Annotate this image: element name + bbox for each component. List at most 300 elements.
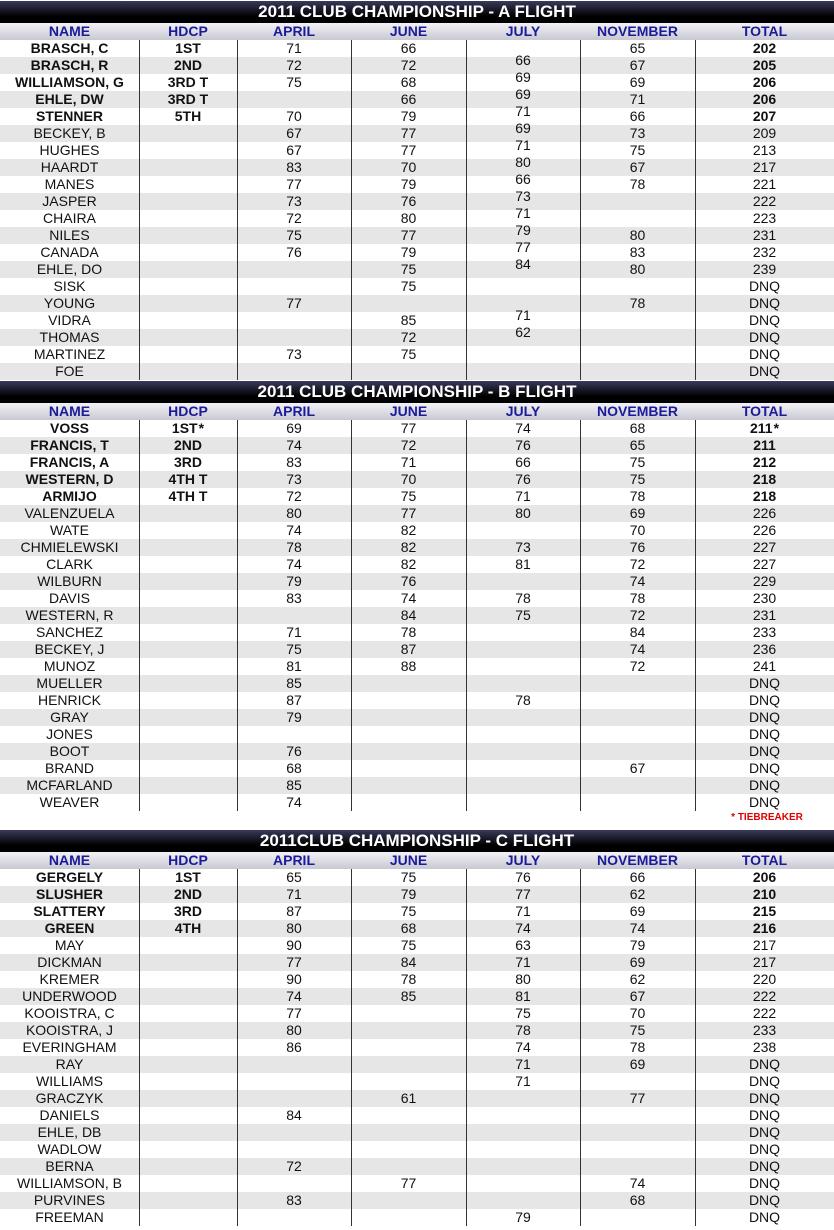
- column-header-june: JUNE: [389, 852, 428, 868]
- cell-november: 66: [629, 869, 646, 885]
- cell-june: [351, 1107, 466, 1124]
- cell-hdcp: 2ND: [173, 886, 202, 902]
- column-divider: [466, 869, 467, 1226]
- column-divider: [695, 869, 696, 1226]
- cell-july: [466, 726, 580, 743]
- cell-november: 75: [629, 1022, 646, 1038]
- column-divider: [466, 420, 467, 811]
- column-divider: [139, 420, 140, 811]
- cell-november: 78: [629, 295, 646, 311]
- cell-hdcp: [139, 641, 237, 658]
- cell-november: 80: [629, 227, 646, 243]
- cell-hdcp: 1ST: [175, 40, 201, 56]
- table-row: [0, 437, 834, 454]
- cell-july: 75: [515, 1005, 531, 1021]
- cell-november: [580, 692, 695, 709]
- table-row: [0, 607, 834, 624]
- cell-name: STENNER: [36, 108, 103, 124]
- cell-total: 233: [752, 1022, 777, 1038]
- cell-june: [351, 760, 466, 777]
- cell-hdcp: [139, 675, 237, 692]
- cell-name: EHLE, DB: [37, 1124, 102, 1140]
- table-row: [0, 1107, 834, 1124]
- cell-total: DNQ: [748, 1158, 781, 1174]
- cell-hdcp: [139, 210, 237, 227]
- cell-name: KOOISTRA, C: [24, 1005, 115, 1021]
- table-row: [0, 1192, 834, 1209]
- column-header-june: JUNE: [389, 403, 428, 419]
- table-row: [0, 244, 834, 261]
- cell-april: 71: [286, 40, 302, 56]
- column-header-april: APRIL: [273, 23, 315, 39]
- cell-june: [351, 1039, 466, 1056]
- cell-november: 83: [629, 244, 646, 260]
- column-header-july: JULY: [505, 403, 541, 419]
- cell-april: [237, 278, 351, 295]
- cell-november: 70: [629, 1005, 646, 1021]
- cell-june: 79: [400, 886, 417, 902]
- cell-june: [351, 1124, 466, 1141]
- cell-june: 84: [400, 607, 417, 623]
- cell-april: 74: [286, 794, 302, 810]
- cell-hdcp: [139, 777, 237, 794]
- july-score: [466, 290, 580, 307]
- cell-july: 80: [515, 971, 531, 987]
- cell-name: WATE: [50, 522, 89, 538]
- cell-april: 73: [286, 346, 302, 362]
- table-row: [0, 1124, 834, 1141]
- column-divider: [351, 420, 352, 811]
- july-score: 77: [515, 239, 531, 255]
- cell-november: 79: [629, 937, 646, 953]
- cell-name: BRAND: [44, 760, 94, 776]
- cell-april: 76: [286, 743, 302, 759]
- cell-june: [351, 1141, 466, 1158]
- cell-july: [466, 1175, 580, 1192]
- cell-april: 77: [286, 1005, 302, 1021]
- cell-november: 66: [629, 108, 646, 124]
- cell-april: 73: [286, 193, 302, 209]
- cell-total: 217: [752, 937, 777, 953]
- cell-hdcp: [139, 363, 237, 380]
- table-row: [0, 794, 834, 811]
- table-row: [0, 777, 834, 794]
- cell-hdcp: [139, 624, 237, 641]
- cell-july: 71: [515, 903, 531, 919]
- cell-name: SANCHEZ: [36, 624, 103, 640]
- flight-title: 2011 CLUB CHAMPIONSHIP - A FLIGHT: [0, 1, 834, 23]
- table-row: [0, 573, 834, 590]
- cell-april: 72: [286, 1158, 302, 1174]
- table-row: [0, 726, 834, 743]
- cell-hdcp: [139, 1090, 237, 1107]
- cell-june: 76: [400, 573, 417, 589]
- cell-june: 79: [400, 108, 417, 124]
- cell-total: 233: [752, 624, 777, 640]
- cell-total: 213: [752, 142, 777, 158]
- cell-april: 79: [286, 709, 302, 725]
- cell-november: 68: [629, 420, 646, 436]
- cell-hdcp: [139, 658, 237, 675]
- cell-july: 74: [515, 920, 531, 936]
- cell-november: 67: [629, 57, 646, 73]
- table-row: [0, 971, 834, 988]
- cell-total: 226: [752, 522, 777, 538]
- table-row: [0, 312, 834, 329]
- cell-total: DNQ: [748, 743, 781, 759]
- cell-july: 76: [515, 437, 531, 453]
- cell-total: 206: [752, 869, 777, 885]
- cell-april: 67: [286, 125, 302, 141]
- cell-hdcp: [139, 556, 237, 573]
- cell-june: [351, 1158, 466, 1175]
- cell-july: 71: [515, 488, 531, 504]
- column-divider: [139, 869, 140, 1226]
- cell-april: 85: [286, 777, 302, 793]
- cell-november: 69: [629, 903, 646, 919]
- cell-hdcp: 4TH T: [168, 471, 208, 487]
- column-header-june: JUNE: [389, 23, 428, 39]
- cell-july: 80: [515, 505, 531, 521]
- column-divider: [237, 40, 238, 380]
- cell-june: [351, 794, 466, 811]
- cell-total: DNQ: [748, 1056, 781, 1072]
- cell-hdcp: [139, 312, 237, 329]
- cell-name: SISK: [53, 278, 86, 294]
- cell-total: 221: [752, 176, 777, 192]
- cell-hdcp: 1ST: [175, 869, 201, 885]
- table-row: [0, 176, 834, 193]
- cell-total: DNQ: [748, 1192, 781, 1208]
- cell-hdcp: [139, 709, 237, 726]
- cell-name: CLARK: [46, 556, 93, 572]
- cell-total: 229: [752, 573, 777, 589]
- cell-hdcp: 3RD T: [167, 91, 209, 107]
- cell-total: DNQ: [748, 675, 781, 691]
- cell-november: 69: [629, 954, 646, 970]
- cell-hdcp: [139, 1056, 237, 1073]
- july-score: 71: [515, 103, 531, 119]
- cell-name: MARTINEZ: [33, 346, 106, 362]
- cell-total: DNQ: [748, 312, 781, 328]
- cell-hdcp: 3RD: [173, 903, 202, 919]
- cell-june: 77: [400, 1175, 417, 1191]
- score-rows: [0, 420, 834, 811]
- cell-total: 227: [752, 556, 777, 572]
- cell-july: [466, 363, 580, 380]
- july-score: 84: [515, 256, 531, 272]
- cell-november: 67: [629, 988, 646, 1004]
- cell-june: 84: [400, 954, 417, 970]
- cell-name: MUELLER: [36, 675, 103, 691]
- cell-june: 76: [400, 193, 417, 209]
- cell-june: [351, 295, 466, 312]
- cell-november: [580, 1158, 695, 1175]
- cell-name: BECKEY, B: [33, 125, 106, 141]
- cell-total: 217: [752, 159, 777, 175]
- table-row: [0, 641, 834, 658]
- cell-name: MCFARLAND: [26, 777, 113, 793]
- cell-june: 79: [400, 176, 417, 192]
- table-row: [0, 675, 834, 692]
- cell-total: 226: [752, 505, 777, 521]
- cell-april: 86: [286, 1039, 302, 1055]
- cell-name: EVERINGHAM: [22, 1039, 117, 1055]
- cell-july: 74: [515, 420, 531, 436]
- cell-name: GERGELY: [35, 869, 104, 885]
- cell-name: THOMAS: [39, 329, 100, 345]
- cell-hdcp: [139, 1175, 237, 1192]
- column-divider: [139, 40, 140, 380]
- table-row: [0, 57, 834, 74]
- cell-november: [580, 726, 695, 743]
- cell-name: JASPER: [42, 193, 97, 209]
- cell-hdcp: [139, 176, 237, 193]
- cell-july: [466, 573, 580, 590]
- table-row: [0, 624, 834, 641]
- cell-hdcp: [139, 794, 237, 811]
- cell-july: [466, 1192, 580, 1209]
- column-divider: [237, 869, 238, 1226]
- cell-june: 78: [400, 624, 417, 640]
- column-divider: [580, 869, 581, 1226]
- cell-name: VALENZUELA: [24, 505, 115, 521]
- table-row: [0, 227, 834, 244]
- table-row: [0, 937, 834, 954]
- cell-hdcp: [139, 539, 237, 556]
- column-divider: [351, 869, 352, 1226]
- cell-name: HUGHES: [39, 142, 100, 158]
- cell-april: 87: [286, 903, 302, 919]
- cell-total: 222: [752, 193, 777, 209]
- cell-june: [351, 363, 466, 380]
- cell-july: 71: [515, 1073, 531, 1089]
- cell-july: 73: [515, 539, 531, 555]
- cell-june: [351, 777, 466, 794]
- cell-june: 77: [400, 505, 417, 521]
- cell-june: 77: [400, 142, 417, 158]
- cell-november: 75: [629, 454, 646, 470]
- cell-november: 70: [629, 522, 646, 538]
- table-row: [0, 1005, 834, 1022]
- cell-hdcp: [139, 278, 237, 295]
- cell-april: 72: [286, 57, 302, 73]
- cell-july: [466, 346, 580, 363]
- tiebreaker-asterisk: *: [198, 420, 205, 436]
- cell-name: FOE: [55, 363, 84, 379]
- cell-april: [237, 1124, 351, 1141]
- cell-june: 70: [400, 471, 417, 487]
- cell-total: DNQ: [748, 1073, 781, 1089]
- cell-april: 71: [286, 624, 302, 640]
- cell-april: [237, 1209, 351, 1226]
- column-divider: [351, 40, 352, 380]
- cell-april: [237, 1141, 351, 1158]
- cell-april: [237, 1073, 351, 1090]
- column-header-november: NOVEMBER: [597, 852, 678, 868]
- table-row: [0, 1141, 834, 1158]
- cell-hdcp: [139, 971, 237, 988]
- cell-june: [351, 743, 466, 760]
- table-row: [0, 125, 834, 142]
- cell-april: [237, 726, 351, 743]
- cell-november: 69: [629, 1056, 646, 1072]
- column-header-july: JULY: [505, 852, 541, 868]
- cell-november: [580, 329, 695, 346]
- table-row: [0, 954, 834, 971]
- cell-june: 71: [400, 454, 417, 470]
- cell-hdcp: 3RD: [173, 454, 202, 470]
- july-score: 66: [515, 52, 531, 68]
- cell-total: 227: [752, 539, 777, 555]
- cell-april: 65: [286, 869, 302, 885]
- column-header-total: TOTAL: [741, 403, 788, 419]
- column-header-name: NAME: [48, 23, 91, 39]
- cell-name: SLATTERY: [33, 903, 106, 919]
- cell-hdcp: [139, 1209, 237, 1226]
- cell-hdcp: [139, 346, 237, 363]
- table-row: [0, 1090, 834, 1107]
- cell-april: 83: [286, 454, 302, 470]
- cell-july: [466, 794, 580, 811]
- cell-june: 74: [400, 590, 417, 606]
- cell-november: 76: [629, 539, 646, 555]
- cell-hdcp: [139, 193, 237, 210]
- cell-june: 82: [400, 522, 417, 538]
- cell-july: 81: [515, 988, 531, 1004]
- cell-name: FREEMAN: [35, 1209, 104, 1225]
- cell-april: 75: [286, 641, 302, 657]
- cell-november: [580, 278, 695, 295]
- cell-july: 66: [515, 454, 531, 470]
- cell-july: [466, 522, 580, 539]
- cell-june: 75: [400, 869, 417, 885]
- cell-hdcp: [139, 1022, 237, 1039]
- cell-hdcp: [139, 522, 237, 539]
- cell-july: 71: [515, 1056, 531, 1072]
- cell-total: 205: [752, 57, 777, 73]
- cell-june: 87: [400, 641, 417, 657]
- cell-november: 74: [629, 573, 646, 589]
- cell-july: [466, 641, 580, 658]
- table-row: [0, 539, 834, 556]
- cell-november: [580, 1073, 695, 1090]
- cell-name: KOOISTRA, J: [25, 1022, 114, 1038]
- cell-april: 76: [286, 244, 302, 260]
- cell-april: [237, 607, 351, 624]
- cell-june: 82: [400, 539, 417, 555]
- cell-june: 68: [400, 74, 417, 90]
- cell-november: 65: [629, 40, 646, 56]
- cell-name: UNDERWOOD: [22, 988, 117, 1004]
- cell-hdcp: [139, 125, 237, 142]
- cell-name: GREEN: [44, 920, 95, 936]
- cell-hdcp: [139, 954, 237, 971]
- cell-november: 74: [629, 920, 646, 936]
- cell-total: 236: [752, 641, 777, 657]
- column-header-total: TOTAL: [741, 852, 788, 868]
- cell-total: 232: [752, 244, 777, 260]
- cell-hdcp: [139, 1124, 237, 1141]
- cell-april: [237, 1175, 351, 1192]
- cell-november: 75: [629, 142, 646, 158]
- cell-april: 74: [286, 522, 302, 538]
- cell-july: [466, 624, 580, 641]
- cell-april: 75: [286, 227, 302, 243]
- cell-hdcp: [139, 607, 237, 624]
- cell-name: VIDRA: [48, 312, 91, 328]
- column-divider: [695, 40, 696, 380]
- cell-total: 218: [752, 471, 777, 487]
- column-header-total: TOTAL: [741, 23, 788, 39]
- table-row: [0, 159, 834, 176]
- cell-name: WILBURN: [37, 573, 102, 589]
- table-row: [0, 886, 834, 903]
- cell-name: SLUSHER: [36, 886, 103, 902]
- cell-june: [351, 1073, 466, 1090]
- cell-hdcp: 4TH T: [168, 488, 208, 504]
- cell-total: DNQ: [748, 363, 781, 379]
- column-divider: [695, 420, 696, 811]
- cell-total: 206: [752, 91, 777, 107]
- cell-november: 67: [629, 760, 646, 776]
- cell-april: 81: [286, 658, 302, 674]
- table-row: [0, 108, 834, 125]
- cell-november: [580, 743, 695, 760]
- table-row: [0, 658, 834, 675]
- cell-hdcp: [139, 937, 237, 954]
- cell-april: 74: [286, 437, 302, 453]
- cell-hdcp: 2ND: [173, 437, 202, 453]
- cell-july: [466, 760, 580, 777]
- cell-name: MAY: [54, 937, 85, 953]
- cell-total: DNQ: [748, 692, 781, 708]
- cell-total: 202: [752, 40, 777, 56]
- cell-june: 77: [400, 420, 417, 436]
- cell-july: 71: [515, 954, 531, 970]
- cell-name: MANES: [44, 176, 95, 192]
- july-score: 62: [515, 324, 531, 340]
- cell-total: 231: [752, 227, 777, 243]
- table-row: [0, 1073, 834, 1090]
- cell-april: 67: [286, 142, 302, 158]
- cell-july: 77: [515, 886, 531, 902]
- table-row: [0, 420, 834, 437]
- cell-hdcp: [139, 726, 237, 743]
- cell-total: 216: [752, 920, 777, 936]
- table-row: [0, 74, 834, 91]
- cell-name: BERNA: [45, 1158, 94, 1174]
- cell-hdcp: [139, 295, 237, 312]
- cell-total: 230: [752, 590, 777, 606]
- cell-hdcp: 2ND: [173, 57, 202, 73]
- table-row: [0, 488, 834, 505]
- cell-april: 77: [286, 295, 302, 311]
- cell-name: BRASCH, C: [30, 40, 109, 56]
- cell-july: 79: [515, 1209, 531, 1225]
- july-score: 71: [515, 205, 531, 221]
- cell-name: FRANCIS, T: [30, 437, 109, 453]
- cell-hdcp: [139, 692, 237, 709]
- cell-november: 62: [629, 886, 646, 902]
- cell-name: RAY: [55, 1056, 84, 1072]
- cell-hdcp: [139, 988, 237, 1005]
- cell-name: CANADA: [40, 244, 99, 260]
- cell-name: EHLE, DO: [36, 261, 103, 277]
- table-row: [0, 193, 834, 210]
- cell-april: 79: [286, 573, 302, 589]
- cell-july: [466, 709, 580, 726]
